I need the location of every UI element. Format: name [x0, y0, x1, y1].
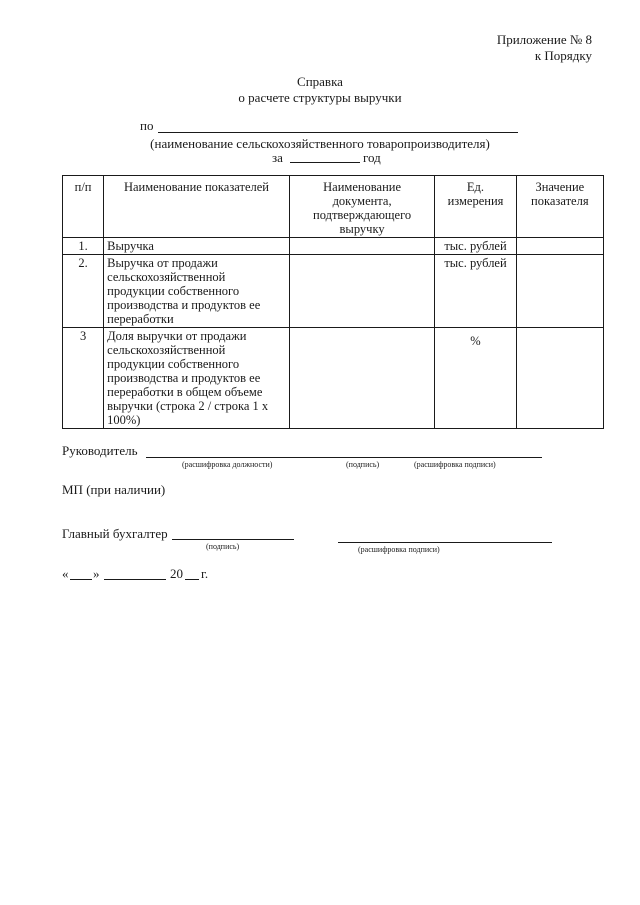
appendix-number: Приложение № 8: [496, 32, 592, 47]
row-unit: тыс. рублей: [435, 255, 516, 328]
row-value[interactable]: [516, 328, 603, 429]
revenue-structure-table: [62, 175, 604, 429]
head-signature-line[interactable]: [146, 457, 542, 458]
accountant-decoding-line[interactable]: [338, 542, 552, 543]
date-close-quote: »: [93, 566, 100, 581]
accountant-signature-caption: (подпись): [206, 542, 240, 551]
table-row: [63, 238, 604, 255]
date-year-suffix: г.: [201, 566, 209, 581]
date-month-line[interactable]: [104, 579, 166, 580]
period-suffix: год: [363, 150, 381, 165]
row-document[interactable]: [289, 328, 435, 429]
header-unit: Ед. измерения: [435, 176, 516, 238]
row-document[interactable]: [289, 255, 435, 328]
header-value: Значение показателя: [516, 176, 603, 238]
row-number: 2.: [63, 255, 104, 328]
accountant-decoding-caption: (расшифровка подписи): [358, 545, 440, 554]
seal-label: МП (при наличии): [62, 482, 166, 497]
row-value[interactable]: [516, 255, 603, 328]
document-title: Справка: [297, 74, 343, 89]
row-indicator: Доля выручки от продажи сельскохозяйственной продукции собственного производства и продуктов ее переработки в общем объеме выручки (строка 2 / строка 1 x 100%): [104, 328, 290, 429]
appendix-reference: к Порядку: [534, 48, 592, 63]
producer-prefix: по: [140, 118, 154, 133]
header-number: п/п: [63, 176, 104, 238]
row-unit: %: [435, 328, 516, 429]
date-open-quote: «: [62, 566, 69, 581]
date-year-prefix: 20: [170, 566, 183, 581]
producer-name-line[interactable]: [158, 132, 518, 133]
accountant-signature-line[interactable]: [172, 539, 294, 540]
accountant-label: Главный бухгалтер: [62, 526, 168, 541]
table-row: [63, 255, 604, 328]
head-decoding-caption: (расшифровка подписи): [414, 460, 496, 469]
row-number: 3: [63, 328, 104, 429]
date-year-line[interactable]: [185, 579, 199, 580]
head-label: Руководитель: [62, 443, 138, 458]
header-document-name: Наименование документа, подтверждающего выручку: [289, 176, 435, 238]
head-position-caption: (расшифровка должности): [182, 460, 273, 469]
producer-caption: (наименование сельскохозяйственного товаропроизводителя): [150, 136, 490, 151]
header-indicator-name: Наименование показателей: [104, 176, 290, 238]
period-year-line[interactable]: [290, 162, 360, 163]
row-number: 1.: [63, 238, 104, 255]
date-day-line[interactable]: [70, 579, 92, 580]
document-subtitle: о расчете структуры выручки: [238, 90, 402, 105]
table-row: [63, 328, 604, 429]
head-signature-caption: (подпись): [346, 460, 380, 469]
row-unit: тыс. рублей: [435, 238, 516, 255]
period-prefix: за: [272, 150, 283, 165]
table-header-row: [63, 176, 604, 238]
row-document[interactable]: [289, 238, 435, 255]
row-indicator: Выручка от продажи сельскохозяйственной продукции собственного производства и продуктов ее переработки: [104, 255, 290, 328]
row-value[interactable]: [516, 238, 603, 255]
row-indicator: Выручка: [104, 238, 290, 255]
